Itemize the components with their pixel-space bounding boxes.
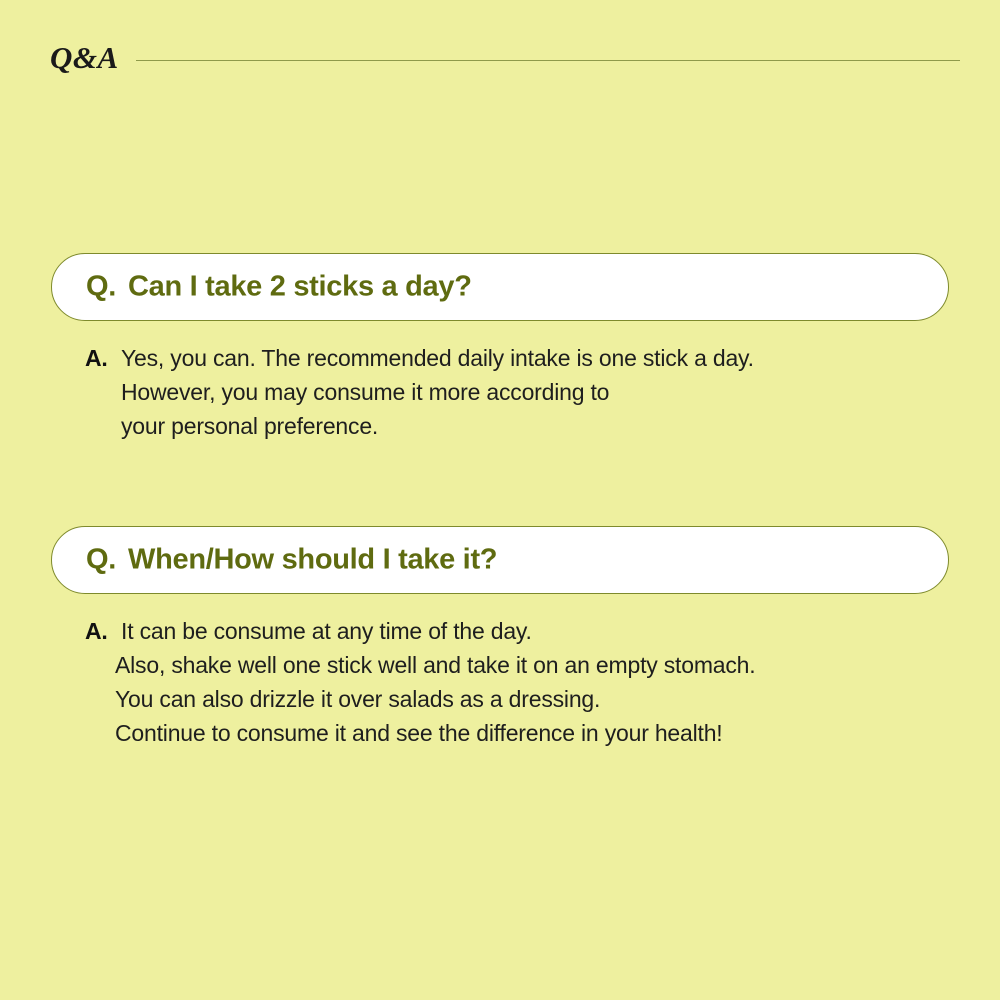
question-pill — [51, 253, 949, 321]
answer-prefix: A. — [85, 345, 108, 371]
question-label: Can I take 2 sticks a day? — [128, 270, 472, 303]
answer — [85, 341, 754, 443]
header-divider — [136, 60, 960, 61]
answer-text — [115, 614, 756, 750]
qa-item-2 — [51, 526, 949, 746]
question-text — [86, 544, 497, 577]
question-prefix: Q. — [86, 543, 117, 576]
answer-prefix: A. — [85, 618, 108, 644]
answer-line: your personal preference. — [121, 413, 379, 439]
page-header — [50, 36, 960, 84]
question-text — [86, 271, 472, 304]
answer — [85, 614, 755, 750]
question-pill — [51, 526, 949, 594]
question-label: When/How should I take it? — [128, 543, 498, 576]
qa-item-1 — [51, 253, 949, 439]
answer-line: Yes, you can. The recommended daily intake is one stick a day. — [121, 345, 754, 371]
answer-line: You can also drizzle it over salads as a dressing. — [115, 686, 601, 712]
answer-line: Also, shake well one stick well and take it on an empty stomach. — [115, 652, 756, 678]
question-prefix: Q. — [86, 270, 117, 303]
page-title: Q&A — [50, 40, 119, 75]
answer-line: Continue to consume it and see the difference in your health! — [115, 720, 723, 746]
answer-line: It can be consume at any time of the day. — [121, 618, 532, 644]
answer-line: However, you may consume it more according to — [121, 379, 610, 405]
answer-text — [121, 341, 754, 443]
